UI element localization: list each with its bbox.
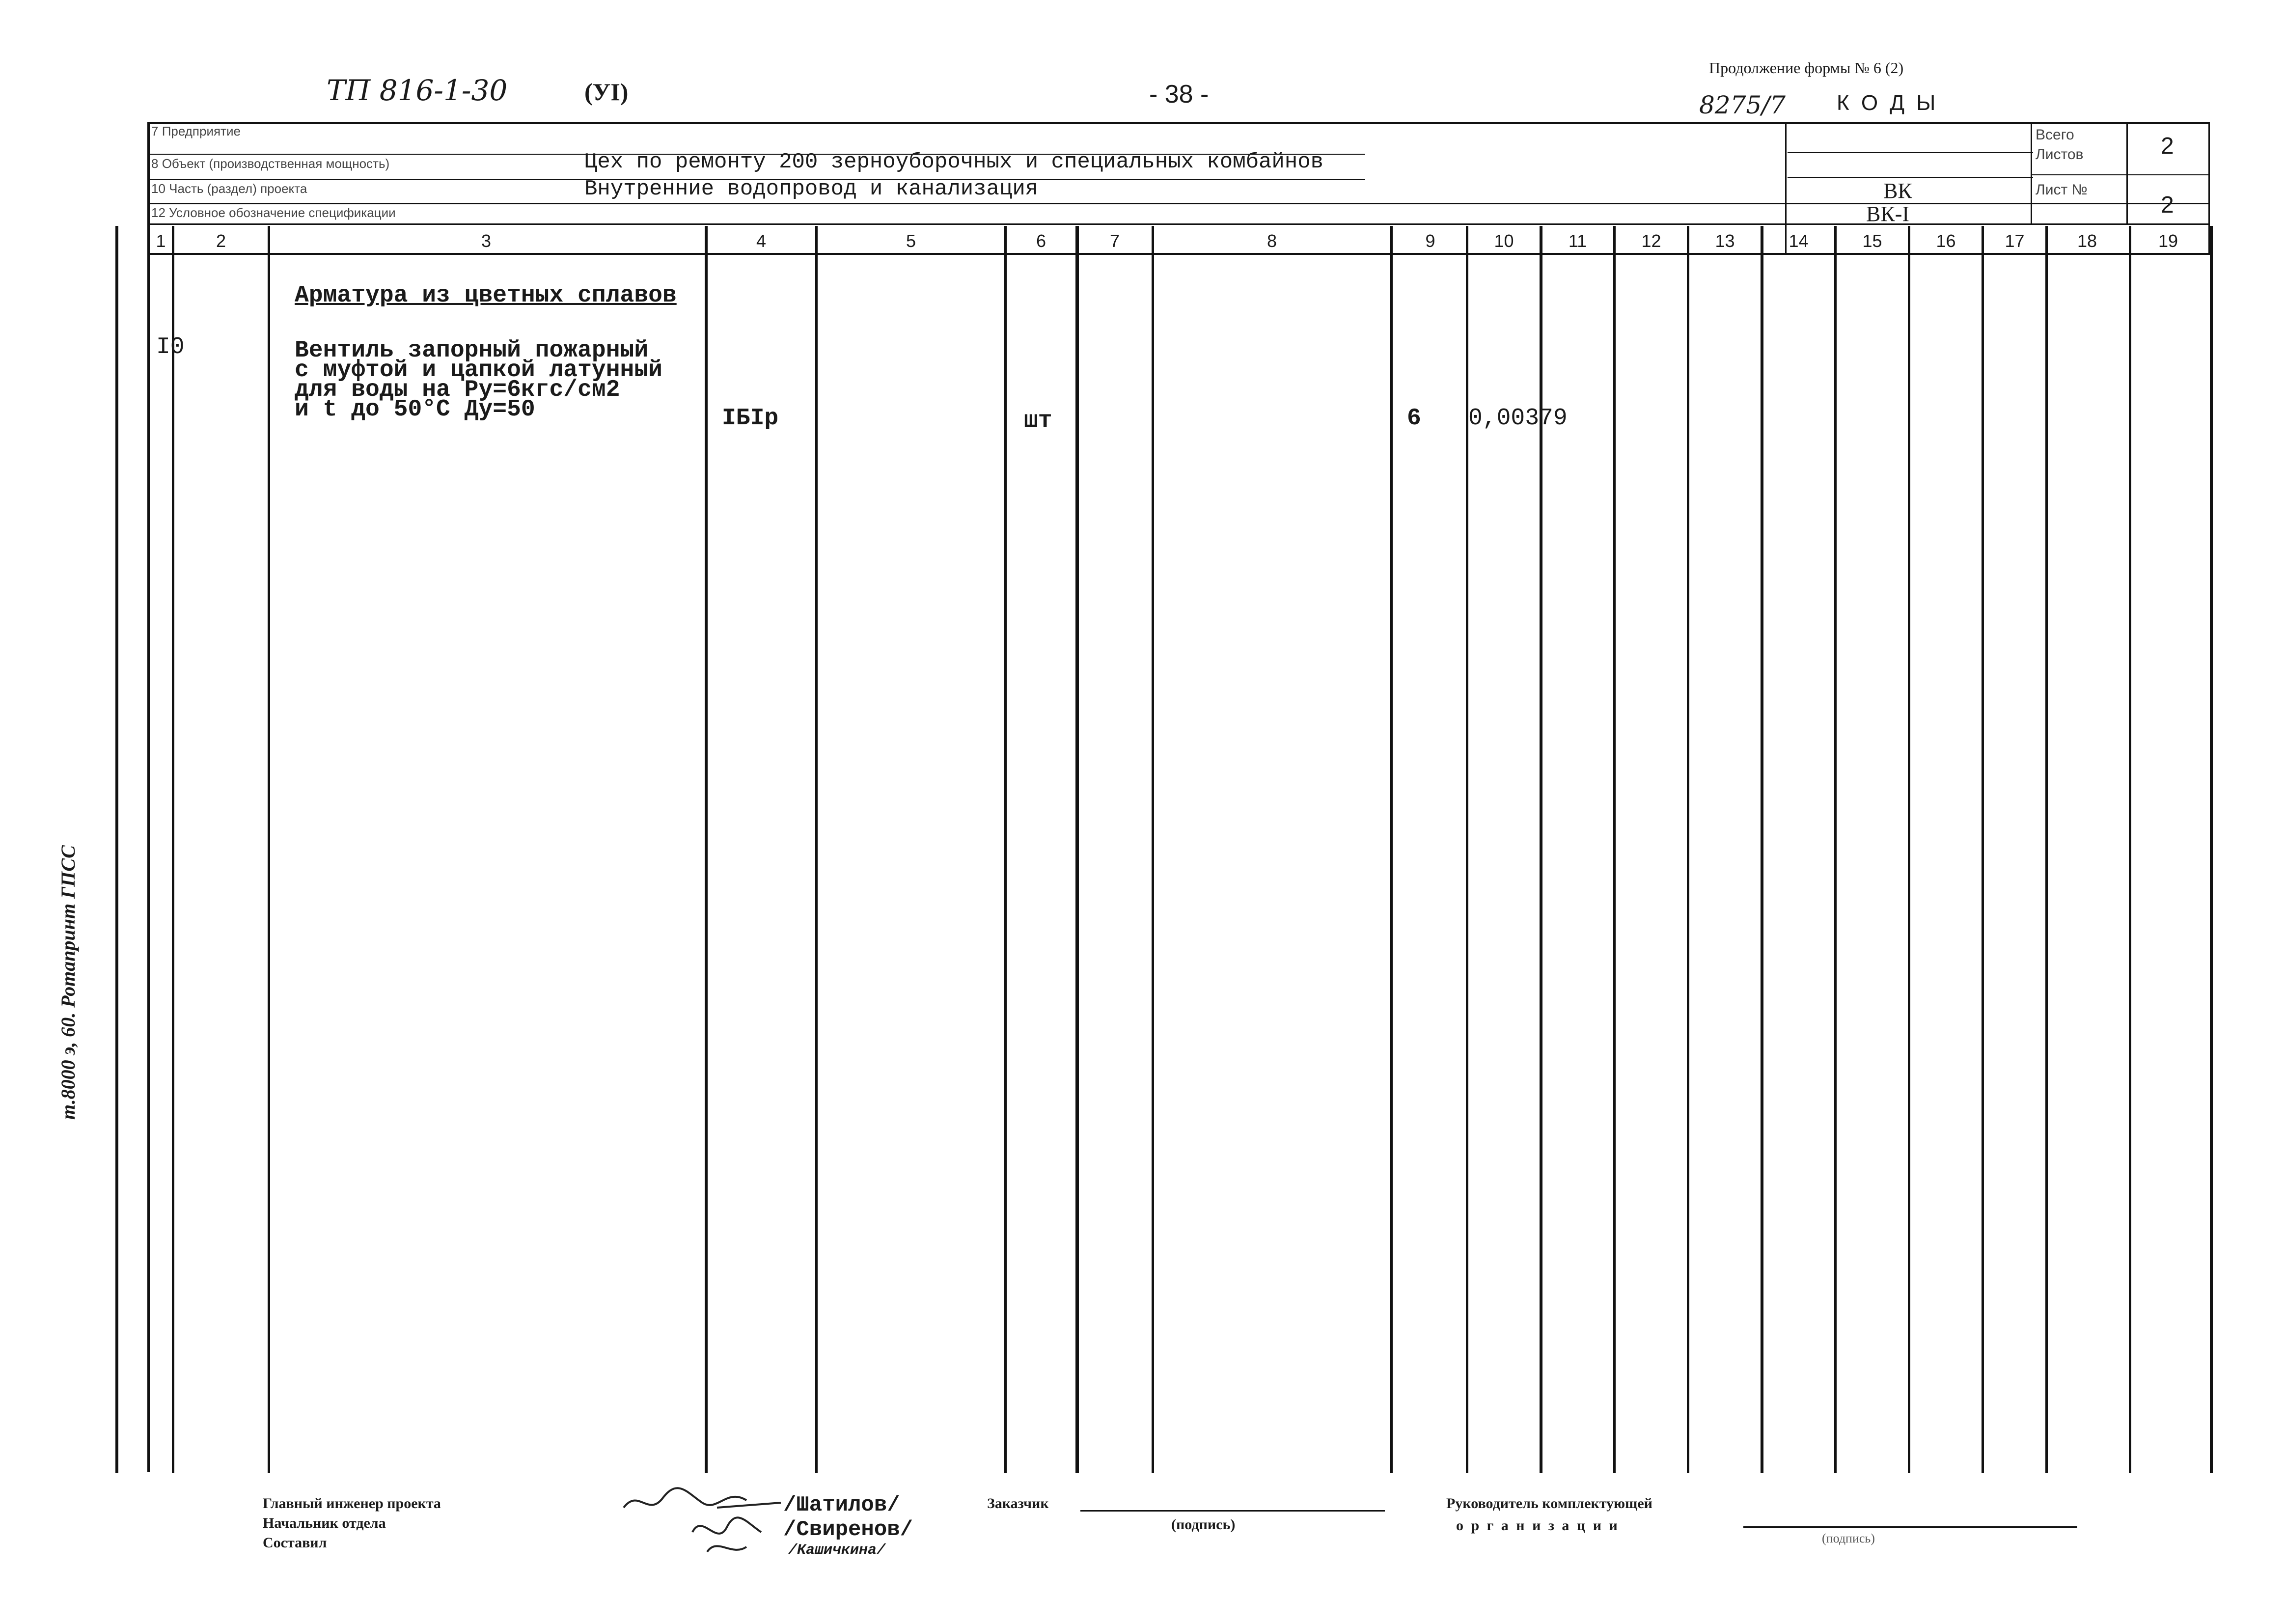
col-10: 10 <box>1494 231 1514 251</box>
total-sheets-label-1: Всего <box>2036 127 2074 143</box>
part-code: ВК <box>1883 179 1912 203</box>
signer-name-2: /Свиренов/ <box>783 1517 913 1542</box>
col-3: 3 <box>481 231 492 251</box>
col-17: 17 <box>2005 231 2025 251</box>
row-10-label: 10 Часть (раздел) проекта <box>151 181 307 196</box>
item-unit: шт <box>1024 408 1052 434</box>
order-number: 8275/7 <box>1699 91 1786 119</box>
section-title: Арматура из цветных сплавов <box>295 282 677 309</box>
col-11: 11 <box>1568 231 1587 251</box>
col-2: 2 <box>216 231 226 251</box>
col-15: 15 <box>1862 231 1882 251</box>
item-quantity: 6 <box>1407 405 1421 432</box>
form-continuation: Продолжение формы № 6 (2) <box>1709 59 1904 77</box>
row-8-label: 8 Объект (производственная мощность) <box>151 156 390 171</box>
col-5: 5 <box>906 231 916 251</box>
chief-engineer-label: Главный инженер проекта <box>263 1495 441 1512</box>
dept-head-label: Начальник отдела <box>263 1515 386 1531</box>
document-code: ТП 816-1-30 <box>327 74 508 107</box>
customer-label: Заказчик <box>987 1495 1049 1512</box>
col-13: 13 <box>1715 231 1735 251</box>
item-desc-line3: для воды на Ру=6кгс/см2 <box>295 377 620 403</box>
item-desc-line2: с муфтой и цапкой латунный <box>295 357 662 384</box>
margin-stamp: т.8000 э, 60. Ротапринт ГПСС <box>57 845 79 1120</box>
col-4: 4 <box>756 231 767 251</box>
item-desc-line4: и t до 50°С Ду=50 <box>295 396 535 423</box>
signature-label-2: (подпись) <box>1822 1531 1875 1545</box>
total-sheets-label-2: Листов <box>2036 146 2084 163</box>
codes-label: К О Д Ы <box>1837 91 1939 115</box>
sheet-number-label: Лист № <box>2036 182 2088 198</box>
signature-mark <box>619 1478 791 1567</box>
object-name: Цех по ремонту 200 зерноуборочных и специальных комбайнов <box>584 150 1324 174</box>
spec-code: ВК-I <box>1866 202 1909 226</box>
item-code: IБIр <box>722 405 779 432</box>
row-7-label: 7 Предприятие <box>151 124 241 138</box>
item-weight: 0,00379 <box>1468 405 1568 432</box>
col-12: 12 <box>1641 231 1661 251</box>
page-number: - 38 - <box>1149 80 1209 109</box>
item-desc-line1: Вентиль запорный пожарный <box>295 337 649 364</box>
supplier-label-2: о р г а н и з а ц и и <box>1456 1517 1620 1534</box>
col-14: 14 <box>1789 231 1809 251</box>
row-12-label: 12 Условное обозначение спецификации <box>151 205 396 220</box>
col-9: 9 <box>1425 231 1435 251</box>
col-16: 16 <box>1936 231 1956 251</box>
col-7: 7 <box>1109 231 1120 251</box>
col-6: 6 <box>1036 231 1046 251</box>
row-number: I0 <box>156 334 185 360</box>
signer-name-3: /Кашичкина/ <box>788 1542 886 1559</box>
signer-name-1: /Шатилов/ <box>783 1493 900 1517</box>
col-18: 18 <box>2077 231 2097 251</box>
supplier-label-1: Руководитель комплектующей <box>1446 1495 1652 1512</box>
col-19: 19 <box>2158 231 2178 251</box>
col-8: 8 <box>1266 231 1277 251</box>
total-sheets-value: 2 <box>2161 133 2174 159</box>
compiled-by-label: Составил <box>263 1535 327 1551</box>
signature-label: (подпись) <box>1171 1516 1236 1533</box>
album-number: (УI) <box>584 78 629 106</box>
project-part: Внутренние водопровод и канализация <box>584 177 1039 201</box>
col-1: 1 <box>156 231 166 251</box>
sheet-number-value: 2 <box>2161 192 2174 218</box>
